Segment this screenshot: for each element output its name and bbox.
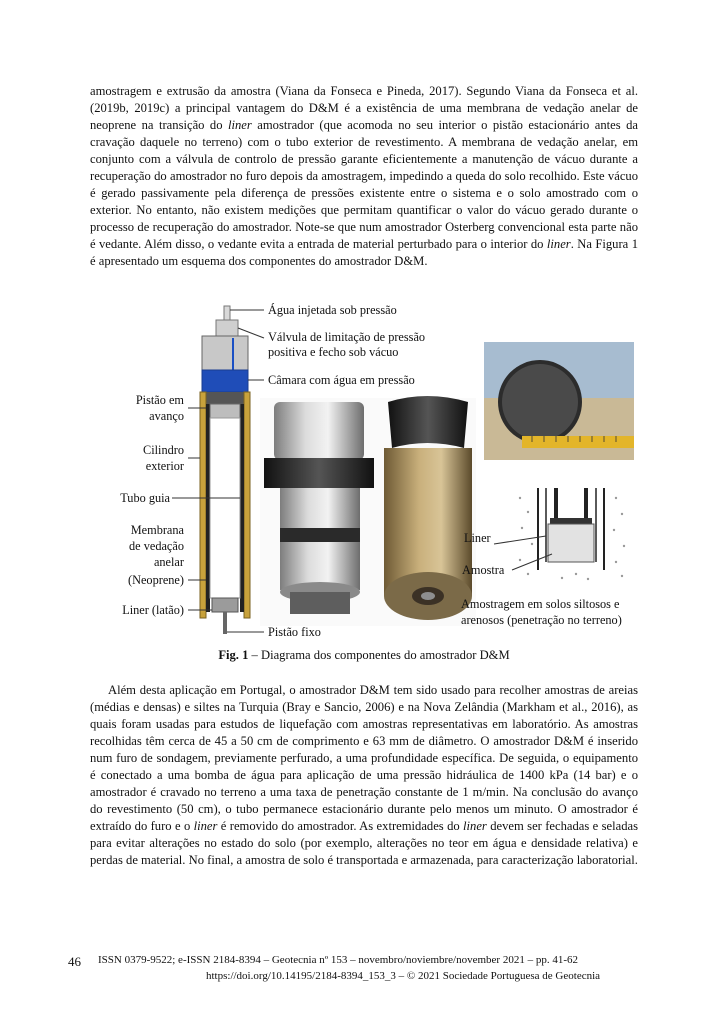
text-run: amostrador (que acomoda no seu interior o pistão estacionário antes da cravação daquele no terreno) com o tubo exterior de revestimento. A membrana de vedação anelar, em conjunto com a válvula de controlo de pressão garante eficientemente a manutenção de vácuo durante a recuperação do amostrador no furo depois da amostragem, impedindo a queda do solo recolhido. Este vácuo é gerado passivamente pela diferença de pressões existente entre o sistema e o solo amostrado com o exterior. No entanto, não existem medições que permitam quantificar o valor do vácuo gerado durante o processo de recuperação do amostrador. Note-se que num amostrador Osterberg convencional esta parte não é vedante. Além disso, o vedante evita a entrada de material perturbado para o interior do: [90, 118, 638, 251]
label-camara: Câmara com água em pressão: [268, 373, 415, 387]
text-run: é removido do amostrador. As extremidades do: [217, 819, 464, 833]
soil-sampling-schematic: [494, 488, 628, 582]
footer-issn: ISSN 0379-9522; e-ISSN 2184-8394 – Geotecnia nº 153 – novembro/noviembre/november 2021 – pp. 41-62: [98, 954, 579, 966]
label-pistao-fixo: Pistão fixo: [268, 625, 321, 638]
photo-piston-head: [260, 398, 378, 626]
label-membrana-line1: Membrana: [130, 523, 184, 537]
text-run: devem ser fechadas e seladas para evitar alterações no estado do solo (por exemplo, alterações no teor em água e densidade relativa) e perdas de material. No final, a amostra de solo é transportada e armazenada, para caracterização laboratorial.: [90, 819, 638, 867]
body-paragraph-1: [90, 83, 638, 270]
body-paragraph-2: [90, 682, 638, 869]
figure-caption: [90, 648, 638, 663]
label-liner: Liner: [464, 531, 491, 545]
caption-text: – Diagrama dos componentes do amostrador D&M: [248, 648, 510, 662]
label-agua: Água injetada sob pressão: [268, 303, 397, 317]
photo-sample-ruler: [484, 342, 634, 460]
italic-term: liner: [546, 237, 571, 251]
figure-1: [92, 298, 637, 638]
text-run: Além desta aplicação em Portugal, o amostrador D&M tem sido usado para recolher amostras de areias (médias e densas) e siltes na Turquia (Bray e Sancio, 2006) e na Nova Zelândia (Markham et al., 2016), as quais foram usadas para estudos de liquefação com amostras representativas em laboratório. As amostras recolhidas têm cerca de 45 a 50 cm de comprimento e 63 mm de diâmetro. O amostrador D&M é inserido num furo de sondagem, previamente perfurado, a uma profundidade específica. De seguida, o equipamento é conectado a uma bomba de água para aplicação de uma pressão hidráulica de 1400 kPa (14 bar) e o amostrador é cravado no terreno a uma taxa de penetração constante de 1 m/min. Na conclusão do avanço do revestimento (50 cm), o tubo permanece estacionário durante pelo menos um minuto. O amostrador é extraído do furo e o: [90, 683, 638, 833]
photo-liner-tube: [378, 396, 476, 626]
footer-doi: https://doi.org/10.14195/2184-8394_153_3 – © 2021 Sociedade Portuguesa de Geotecnia: [206, 970, 601, 982]
label-cilindro-line1: Cilindro: [143, 443, 184, 457]
label-cilindro-line2: exterior: [145, 459, 184, 473]
text-run: amostragem e extrusão da amostra (Viana da Fonseca e Pineda, 2017). Segundo Viana da Fonseca et al. (2019b, 2019c) a principal vantagem do D&M é a existência de uma membrana de vedação anelar de neoprene na transição do: [90, 84, 638, 132]
schematic-sampler: [200, 306, 250, 634]
label-valvula-line2: positiva e fecho sob vácuo: [268, 345, 399, 359]
italic-term: liner: [463, 819, 487, 833]
label-membrana-line3: anelar: [153, 555, 184, 569]
label-membrana-line2: de vedação: [129, 539, 184, 553]
text-run: . Na Figura 1 é apresentado um esquema dos componentes do amostrador D&M.: [90, 237, 638, 268]
label-tubo-guia: Tubo guia: [120, 491, 170, 505]
italic-term: liner: [193, 819, 218, 833]
label-pistao-avanco-line1: Pistão em: [135, 393, 184, 407]
label-liner-latao: Liner (latão): [122, 603, 184, 617]
label-amostragem-line1: Amostragem em solos siltosos e: [461, 597, 620, 611]
label-amostra: Amostra: [462, 563, 505, 577]
label-valvula-line1: Válvula de limitação de pressão: [268, 330, 426, 344]
sampler-diagram: [92, 298, 637, 638]
page-number: 46: [68, 954, 81, 969]
label-membrana-line4: (Neoprene): [128, 573, 184, 587]
caption-label: Fig. 1: [218, 648, 249, 662]
italic-term: liner: [228, 118, 252, 132]
label-amostragem-line2: arenosos (penetração no terreno): [461, 613, 622, 627]
label-pistao-avanco-line2: avanço: [149, 409, 184, 423]
